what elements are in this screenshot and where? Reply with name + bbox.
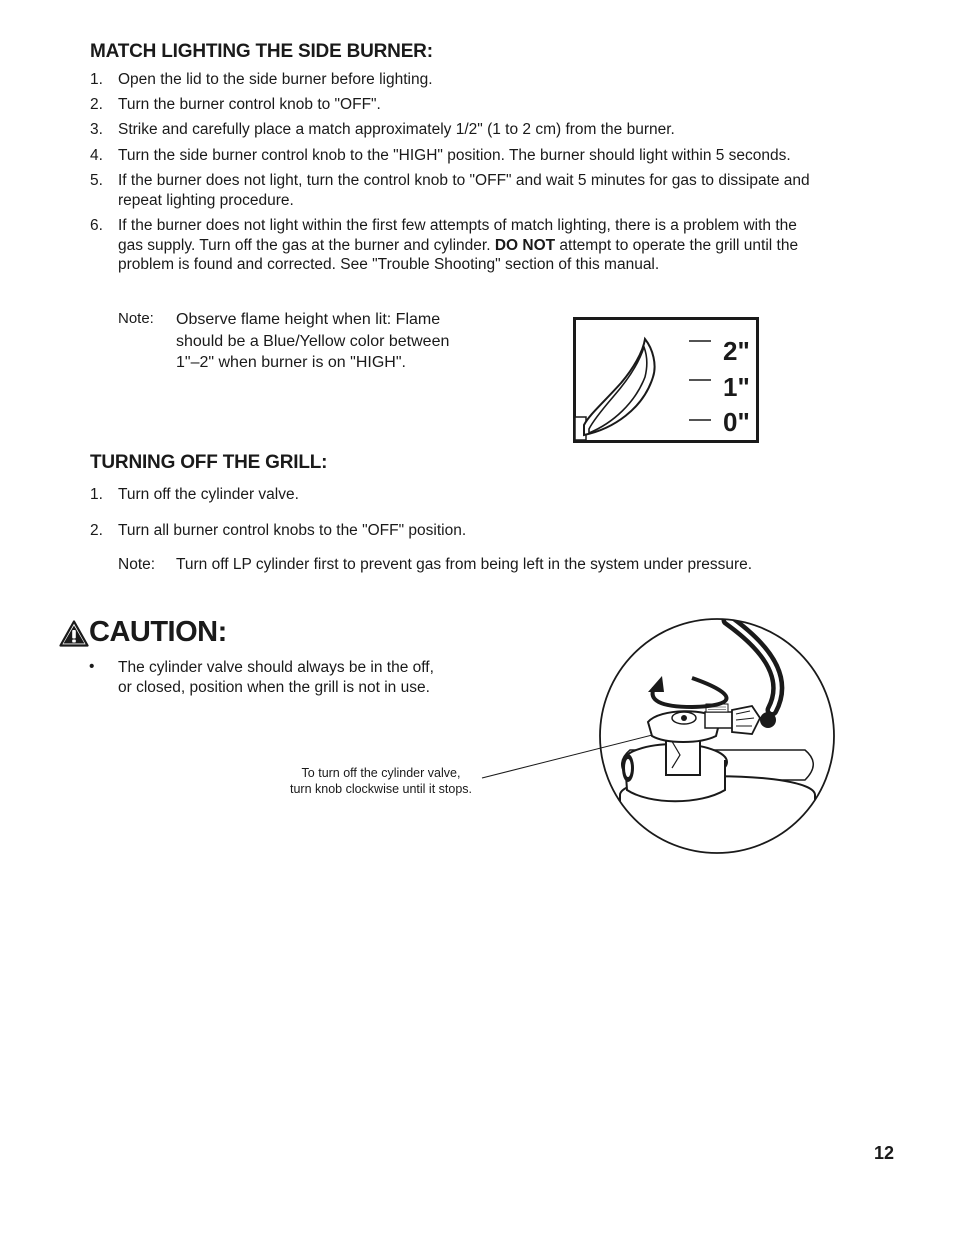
callout-line: To turn off the cylinder valve, <box>301 766 461 780</box>
step-text: Open the lid to the side burner before lighting. <box>118 71 433 88</box>
step-number: 6. <box>90 217 103 234</box>
step-text: Strike and carefully place a match approximately 1/2" (1 to 2 cm) from the burner. <box>118 121 675 138</box>
step-text: If the burner does not light, turn the control knob to "OFF" and wait 5 minutes for gas to dissipate and <box>118 172 810 189</box>
turning-off-heading: TURNING OFF THE GRILL: <box>90 452 328 473</box>
caution-title: CAUTION: <box>89 616 227 648</box>
flame-note-text <box>176 309 449 374</box>
step-text-part: gas supply. Turn off the gas at the burner and cylinder. <box>118 236 495 254</box>
step-text-continued: problem is found and corrected. See "Trouble Shooting" section of this manual. <box>118 256 660 273</box>
step-text-part: attempt to operate the grill until the <box>555 236 799 254</box>
list-item <box>90 171 890 211</box>
list-item <box>90 216 890 276</box>
callout-line: turn knob clockwise until it stops. <box>289 782 473 796</box>
step-text: Turn the side burner control knob to the "HIGH" position. The burner should light within 5 seconds. <box>118 147 791 164</box>
step-text-continued: repeat lighting procedure. <box>118 191 294 209</box>
match-lighting-heading: MATCH LIGHTING THE SIDE BURNER: <box>90 41 433 62</box>
step-number: 2. <box>90 96 103 113</box>
label-0in: 0" <box>723 407 750 437</box>
do-not-emphasis: DO NOT <box>494 236 556 254</box>
step-text-continued <box>118 236 798 256</box>
step-number: 1. <box>90 486 103 503</box>
step-number: 2. <box>90 522 103 539</box>
note-label: Note: <box>118 310 154 327</box>
step-number: 3. <box>90 121 103 138</box>
label-2in: 2" <box>723 336 750 366</box>
step-text: Turn the burner control knob to "OFF". <box>118 96 381 113</box>
arrow-head-icon <box>648 676 664 692</box>
label-1in: 1" <box>723 372 750 402</box>
clockwise-arrow-icon <box>653 678 727 707</box>
valve-callout-text <box>270 765 492 797</box>
warning-triangle-icon <box>59 620 89 647</box>
note-text: Turn off LP cylinder first to prevent gas from being left in the system under pressure. <box>176 556 753 573</box>
note-label: Note: <box>118 556 156 573</box>
valve-illustration <box>620 620 815 860</box>
note-line: should be a Blue/Yellow color between <box>176 332 450 350</box>
step-text: If the burner does not light within the first few attempts of match lighting, there is a problem with the <box>118 217 797 234</box>
step-number: 4. <box>90 147 103 164</box>
step-text: Turn all burner control knobs to the "OFF" position. <box>118 522 467 539</box>
step-number: 5. <box>90 172 103 189</box>
caution-line: or closed, position when the grill is not in use. <box>118 679 430 696</box>
page-number: 12 <box>874 1143 895 1163</box>
bullet: • <box>89 658 95 675</box>
cylinder-valve-diagram <box>470 610 850 860</box>
step-number: 1. <box>90 71 103 88</box>
note-line: Observe flame height when lit: Flame <box>176 311 441 328</box>
flame-height-diagram <box>573 317 760 444</box>
step-text: Turn off the cylinder valve. <box>118 486 299 503</box>
caution-line: The cylinder valve should always be in the off, <box>118 659 434 676</box>
note-line: 1"–2" when burner is on "HIGH". <box>176 354 406 371</box>
caution-text <box>118 658 434 698</box>
